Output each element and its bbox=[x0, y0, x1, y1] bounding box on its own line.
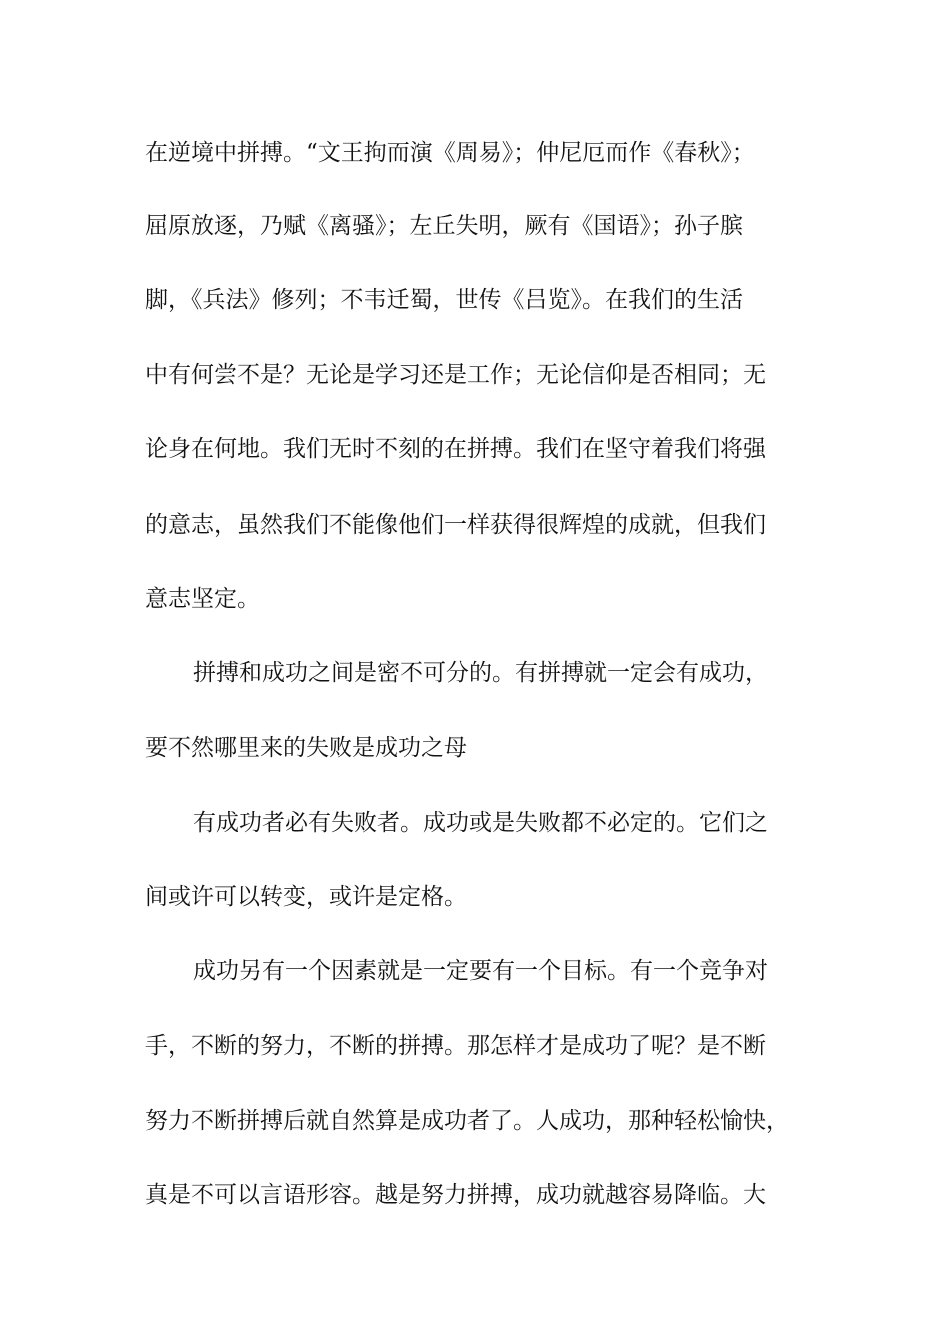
text-line: 脚，《兵法》修列；不韦迁蜀，世传《吕览》。在我们的生活 bbox=[145, 287, 743, 313]
text-line: 真是不可以言语形容。越是努力拼搏，成功就越容易降临。大 bbox=[145, 1182, 766, 1208]
text-line: 手，不断的努力，不断的拼搏。那怎样才是成功了呢？是不断 bbox=[145, 1033, 766, 1059]
text-line: 在逆境中拼搏。“文王拘而演《周易》；仲尼厄而作《春秋》； bbox=[145, 140, 755, 166]
paragraph-first-line: 拼搏和成功之间是密不可分的。有拼搏就一定会有成功， bbox=[193, 660, 768, 686]
paragraph-first-line: 成功另有一个因素就是一定要有一个目标。有一个竞争对 bbox=[193, 958, 768, 984]
text-line: 屈原放逐，乃赋《离骚》；左丘失明，厥有《国语》；孙子膑 bbox=[145, 213, 743, 239]
text-line: 的意志，虽然我们不能像他们一样获得很辉煌的成就，但我们 bbox=[145, 512, 766, 538]
text-line: 中有何尝不是？无论是学习还是工作；无论信仰是否相同；无 bbox=[145, 362, 766, 388]
text-line: 间或许可以转变，或许是定格。 bbox=[145, 884, 467, 910]
text-line: 努力不断拼搏后就自然算是成功者了。人成功，那种轻松愉快， bbox=[145, 1108, 789, 1134]
text-line: 要不然哪里来的失败是成功之母 bbox=[145, 735, 467, 761]
paragraph-first-line: 有成功者必有失败者。成功或是失败都不必定的。它们之 bbox=[193, 810, 768, 836]
text-line: 意志坚定。 bbox=[145, 586, 260, 612]
text-line: 论身在何地。我们无时不刻的在拼搏。我们在坚守着我们将强 bbox=[145, 436, 766, 462]
